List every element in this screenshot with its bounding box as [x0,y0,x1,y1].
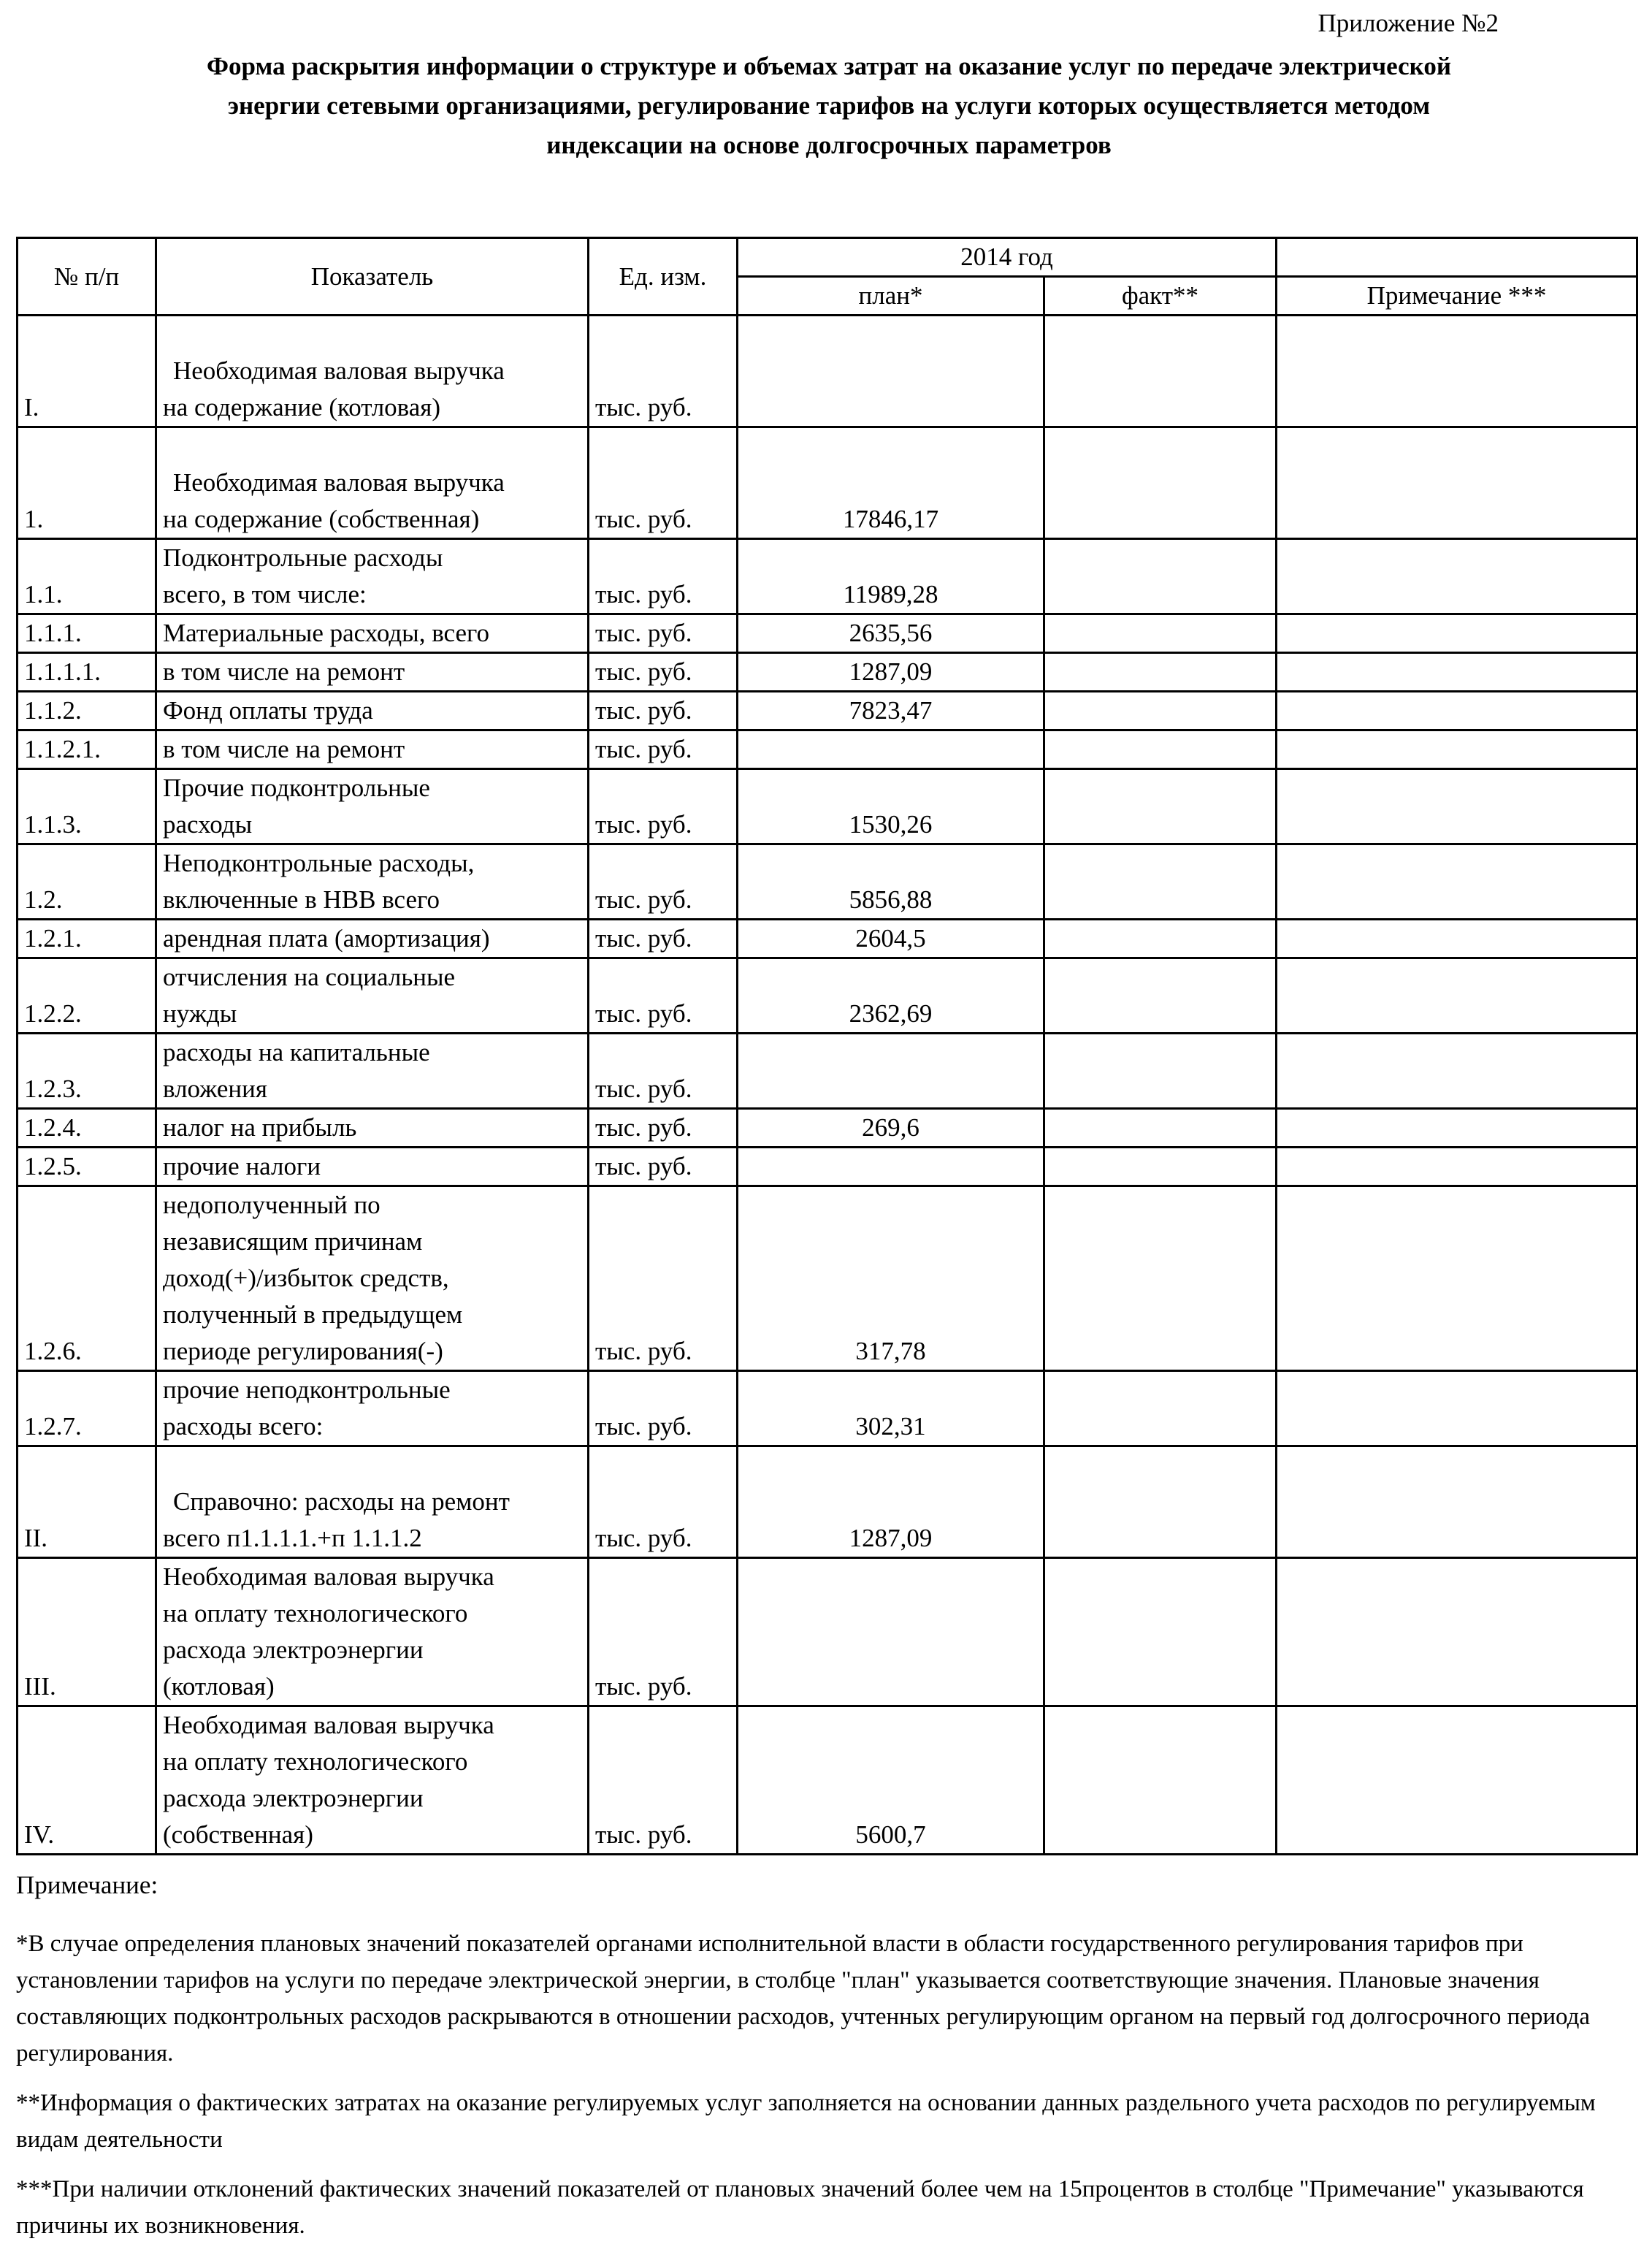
indicator-line: на оплату технологического [163,1599,468,1627]
row-plan-value: 11989,28 [738,539,1044,614]
row-unit: тыс. руб. [589,614,738,653]
row-number: 1.2.4. [18,1109,156,1148]
row-fact-value [1044,539,1277,614]
row-unit: тыс. руб. [589,844,738,920]
row-unit: тыс. руб. [589,1558,738,1706]
row-plan-value [738,1558,1044,1706]
row-indicator [156,730,589,769]
row-number: 1.1. [18,539,156,614]
table-row [18,653,1637,692]
indicator-line [163,428,581,465]
row-plan-value: 2635,56 [738,614,1044,653]
row-note [1277,1371,1637,1446]
row-plan-value: 1287,09 [738,1446,1044,1558]
indicator-line: Неподконтрольные расходы, [163,849,475,877]
title-line: Форма раскрытия информации о структуре и объемах затрат на оказание услуг по передаче электрической [207,52,1451,80]
header-blank [1277,238,1637,277]
row-indicator [156,844,589,920]
row-indicator [156,692,589,730]
row-indicator [156,316,589,427]
row-fact-value [1044,653,1277,692]
header-plan: план* [738,277,1044,316]
row-plan-value: 317,78 [738,1186,1044,1371]
row-number: III. [18,1558,156,1706]
indicator-line: Необходимая валовая выручка [173,356,505,385]
row-indicator [156,614,589,653]
row-indicator [156,1148,589,1186]
row-number: 1.2.6. [18,1186,156,1371]
cost-structure-table [16,237,1638,1855]
indicator-line: доход(+)/избыток средств, [163,1264,449,1292]
row-fact-value [1044,920,1277,958]
row-plan-value: 1287,09 [738,653,1044,692]
row-fact-value [1044,1186,1277,1371]
indicator-line: Необходимая валовая выручка [163,1562,494,1591]
row-unit: тыс. руб. [589,1109,738,1148]
table-row [18,539,1637,614]
row-unit: тыс. руб. [589,958,738,1034]
row-number: 1.1.2.1. [18,730,156,769]
row-fact-value [1044,1148,1277,1186]
indicator-line: вложения [163,1075,267,1103]
row-number: 1.1.1.1. [18,653,156,692]
row-fact-value [1044,1109,1277,1148]
indicator-line [163,316,581,353]
indicator-line: всего п1.1.1.1.+п 1.1.1.2 [163,1524,422,1552]
row-indicator [156,958,589,1034]
indicator-line: Фонд оплаты труда [163,696,373,725]
row-note [1277,427,1637,539]
row-number: I. [18,316,156,427]
table-row [18,316,1637,427]
table-row [18,614,1637,653]
row-unit: тыс. руб. [589,1148,738,1186]
row-note [1277,1034,1637,1109]
row-indicator [156,539,589,614]
row-indicator [156,1186,589,1371]
notes-heading: Примечание: [16,1871,158,1899]
row-unit: тыс. руб. [589,692,738,730]
note-remark: ***При наличии отклонений фактических значений показателей от плановых значений более чем на 15процентов в столбце "Примечание" указываются причины их возникновения. [16,2176,1584,2239]
row-unit: тыс. руб. [589,920,738,958]
row-number: 1.2.7. [18,1371,156,1446]
row-plan-value: 1530,26 [738,769,1044,844]
row-plan-value: 2362,69 [738,958,1044,1034]
row-note [1277,692,1637,730]
row-unit: тыс. руб. [589,1706,738,1855]
table-row [18,769,1637,844]
indicator-line: в том числе на ремонт [163,657,405,686]
row-unit: тыс. руб. [589,1371,738,1446]
appendix-label: Приложение №2 [1318,9,1499,37]
row-number: IV. [18,1706,156,1855]
indicator-line: расходы всего: [163,1412,324,1440]
row-plan-value: 5856,88 [738,844,1044,920]
indicator-line: Прочие подконтрольные [163,774,430,802]
row-note [1277,614,1637,653]
note-fact: **Информация о фактических затратах на оказание регулируемых услуг заполняется на основании данных раздельного учета расходов по регулируемым видам деятельности [16,2090,1596,2153]
indicator-line: арендная плата (амортизация) [163,924,490,953]
row-fact-value [1044,958,1277,1034]
row-number: 1.2.1. [18,920,156,958]
row-note [1277,1558,1637,1706]
note-plan: *В случае определения плановых значений показателей органами исполнительной власти в области государственного регулирования тарифов при установлении тарифов на услуги по передаче электрической энергии, в столбце "план" указывается соответствующие значения. Плановые значения составляющих подконтрольных расходов раскрываются в отношении расходов, учтенных регулирующим органом на первый год долгосрочного периода регулирования. [16,1931,1591,2067]
indicator-line [163,1447,581,1484]
indicator-line: Подконтрольные расходы [163,543,443,572]
row-unit: тыс. руб. [589,427,738,539]
row-number: 1.1.2. [18,692,156,730]
row-note [1277,316,1637,427]
row-note [1277,1186,1637,1371]
indicator-line: расхода электроэнергии [163,1636,424,1664]
indicator-line: (котловая) [163,1672,275,1701]
table-row [18,1148,1637,1186]
table-row [18,427,1637,539]
row-number: 1.2.2. [18,958,156,1034]
row-indicator [156,1371,589,1446]
row-note [1277,539,1637,614]
row-plan-value [738,730,1044,769]
row-unit: тыс. руб. [589,769,738,844]
row-indicator [156,653,589,692]
row-fact-value [1044,1706,1277,1855]
row-fact-value [1044,730,1277,769]
table-row [18,1186,1637,1371]
row-indicator [156,1558,589,1706]
row-unit: тыс. руб. [589,730,738,769]
indicator-line: прочие налоги [163,1152,321,1180]
indicator-line: налог на прибыль [163,1113,357,1142]
row-unit: тыс. руб. [589,653,738,692]
row-plan-value: 5600,7 [738,1706,1044,1855]
indicator-line: Справочно: расходы на ремонт [173,1487,510,1516]
row-fact-value [1044,1446,1277,1558]
row-indicator [156,769,589,844]
row-note [1277,1109,1637,1148]
title-line: индексации на основе долгосрочных параметров [546,131,1112,159]
row-indicator [156,1446,589,1558]
row-note [1277,653,1637,692]
row-note [1277,844,1637,920]
row-indicator [156,427,589,539]
header-num: № п/п [18,238,156,316]
row-indicator [156,1706,589,1855]
row-number: 1. [18,427,156,539]
header-year: 2014 год [738,238,1277,277]
row-plan-value [738,1034,1044,1109]
table-row [18,958,1637,1034]
row-unit: тыс. руб. [589,1186,738,1371]
table-row [18,1371,1637,1446]
table-row [18,920,1637,958]
indicator-line: расхода электроэнергии [163,1784,424,1812]
indicator-line: на содержание (собственная) [163,505,480,533]
row-unit: тыс. руб. [589,539,738,614]
indicator-line: нужды [163,999,237,1028]
row-number: II. [18,1446,156,1558]
header-note: Примечание *** [1277,277,1637,316]
row-unit: тыс. руб. [589,1446,738,1558]
table-row [18,1558,1637,1706]
row-note [1277,769,1637,844]
row-fact-value [1044,427,1277,539]
table-row [18,1034,1637,1109]
row-note [1277,1148,1637,1186]
header-indicator: Показатель [156,238,589,316]
indicator-line: расходы [163,810,253,839]
indicator-line: расходы на капитальные [163,1038,430,1066]
row-note [1277,958,1637,1034]
row-fact-value [1044,316,1277,427]
row-fact-value [1044,844,1277,920]
row-number: 1.2. [18,844,156,920]
header-unit: Ед. изм. [589,238,738,316]
table-row [18,730,1637,769]
indicator-line: на оплату технологического [163,1747,468,1776]
indicator-line: в том числе на ремонт [163,735,405,763]
row-number: 1.1.3. [18,769,156,844]
table-row [18,692,1637,730]
row-plan-value: 269,6 [738,1109,1044,1148]
row-plan-value [738,316,1044,427]
row-fact-value [1044,1558,1277,1706]
row-fact-value [1044,1034,1277,1109]
row-fact-value [1044,769,1277,844]
indicator-line: Необходимая валовая выручка [173,468,505,497]
table-row [18,1109,1637,1148]
row-plan-value [738,1148,1044,1186]
header-fact: факт** [1044,277,1277,316]
document-title [44,47,1614,165]
row-number: 1.2.3. [18,1034,156,1109]
title-line: энергии сетевыми организациями, регулирование тарифов на услуги которых осуществляется методом [227,91,1431,120]
indicator-line: отчисления на социальные [163,963,456,991]
row-plan-value: 17846,17 [738,427,1044,539]
row-fact-value [1044,1371,1277,1446]
indicator-line: полученный в предыдущем [163,1300,463,1329]
row-unit: тыс. руб. [589,1034,738,1109]
row-plan-value: 2604,5 [738,920,1044,958]
row-number: 1.2.5. [18,1148,156,1186]
row-fact-value [1044,614,1277,653]
row-number: 1.1.1. [18,614,156,653]
indicator-line: Материальные расходы, всего [163,619,490,647]
row-note [1277,730,1637,769]
indicator-line: периоде регулирования(-) [163,1337,443,1365]
indicator-line: прочие неподконтрольные [163,1375,451,1404]
indicator-line: независящим причинам [163,1227,423,1256]
table-row [18,1706,1637,1855]
indicator-line: Необходимая валовая выручка [163,1711,494,1739]
row-note [1277,1706,1637,1855]
row-fact-value [1044,692,1277,730]
row-unit: тыс. руб. [589,316,738,427]
row-note [1277,1446,1637,1558]
row-indicator [156,1034,589,1109]
table-row [18,844,1637,920]
indicator-line: включенные в НВВ всего [163,885,440,914]
indicator-line: недополученный по [163,1191,381,1219]
table-row [18,1446,1637,1558]
indicator-line: (собственная) [163,1820,313,1849]
row-note [1277,920,1637,958]
row-indicator [156,1109,589,1148]
row-indicator [156,920,589,958]
indicator-line: на содержание (котловая) [163,393,441,421]
row-plan-value: 7823,47 [738,692,1044,730]
indicator-line: всего, в том числе: [163,580,367,608]
notes-section [16,1867,1615,2257]
row-plan-value: 302,31 [738,1371,1044,1446]
